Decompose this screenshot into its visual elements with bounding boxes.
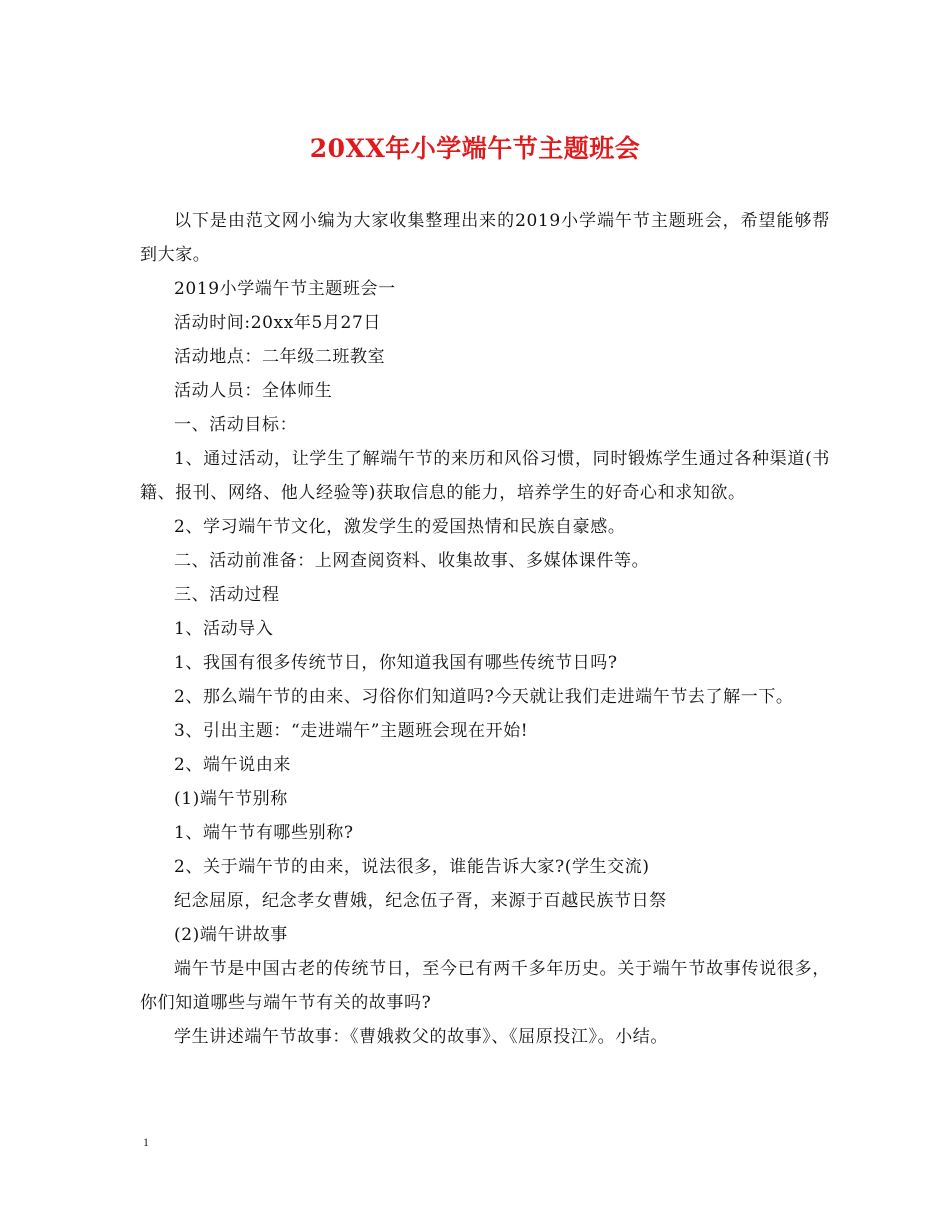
paragraph-origin-heading: 2、端午说由来 <box>174 755 292 775</box>
paragraph-goals-heading: 一、活动目标： <box>174 415 298 435</box>
paragraph-goal-1: 1、通过活动，让学生了解端午节的来历和风俗习惯，同时锻炼学生通过各种渠道(书籍、报刊、网络、他人经验等)获取信息的能力，培养学生的好奇心和求知欲。 <box>140 449 830 503</box>
document-title: 20XX年小学端午节主题班会 <box>309 134 641 163</box>
paragraph-activity-participants: 活动人员：全体师生 <box>174 381 333 401</box>
paragraph-section-heading: 2019小学端午节主题班会一 <box>174 279 396 299</box>
paragraph-preparation: 二、活动前准备：上网查阅资料、收集故事、多媒体课件等。 <box>174 551 650 571</box>
page-number: 1 <box>143 1135 149 1149</box>
paragraph-alias-question: 1、端午节有哪些别称? <box>174 823 354 843</box>
paragraph-theme-start: 3、引出主题：“走进端午”主题班会现在开始! <box>174 721 529 741</box>
paragraph-question-2: 2、那么端午节的由来、习俗你们知道吗?今天就让我们走进端午节去了解一下。 <box>174 687 794 707</box>
document-body <box>140 204 830 1054</box>
paragraph-activity-time: 活动时间:20xx年5月27日 <box>174 313 381 333</box>
paragraph-goal-2: 2、学习端午节文化，激发学生的爱国热情和民族自豪感。 <box>174 517 626 537</box>
paragraph-story-telling: 学生讲述端午节故事：《曹娥救父的故事》、《屈原投江》。小结。 <box>174 1027 668 1047</box>
paragraph-process-heading: 三、活动过程 <box>174 585 280 605</box>
paragraph-intro: 以下是由范文网小编为大家收集整理出来的2019小学端午节主题班会，希望能够帮到大家。 <box>140 211 830 265</box>
paragraph-alias-heading: (1)端午节别称 <box>174 789 288 809</box>
paragraph-activity-location: 活动地点：二年级二班教室 <box>174 347 386 367</box>
paragraph-question-1: 1、我国有很多传统节日，你知道我国有哪些传统节日吗? <box>174 653 618 673</box>
paragraph-story-intro: 端午节是中国古老的传统节日，至今已有两千多年历史。关于端午节故事传说很多，你们知道哪些与端午节有关的故事吗? <box>140 959 830 1013</box>
paragraph-intro-activity: 1、活动导入 <box>174 619 274 639</box>
paragraph-origin-question: 2、关于端午节的由来，说法很多，谁能告诉大家?(学生交流) <box>174 857 650 877</box>
paragraph-origin-answers: 纪念屈原，纪念孝女曹娥，纪念伍子胥，来源于百越民族节日祭 <box>174 891 667 911</box>
paragraph-story-heading: (2)端午讲故事 <box>174 925 288 945</box>
